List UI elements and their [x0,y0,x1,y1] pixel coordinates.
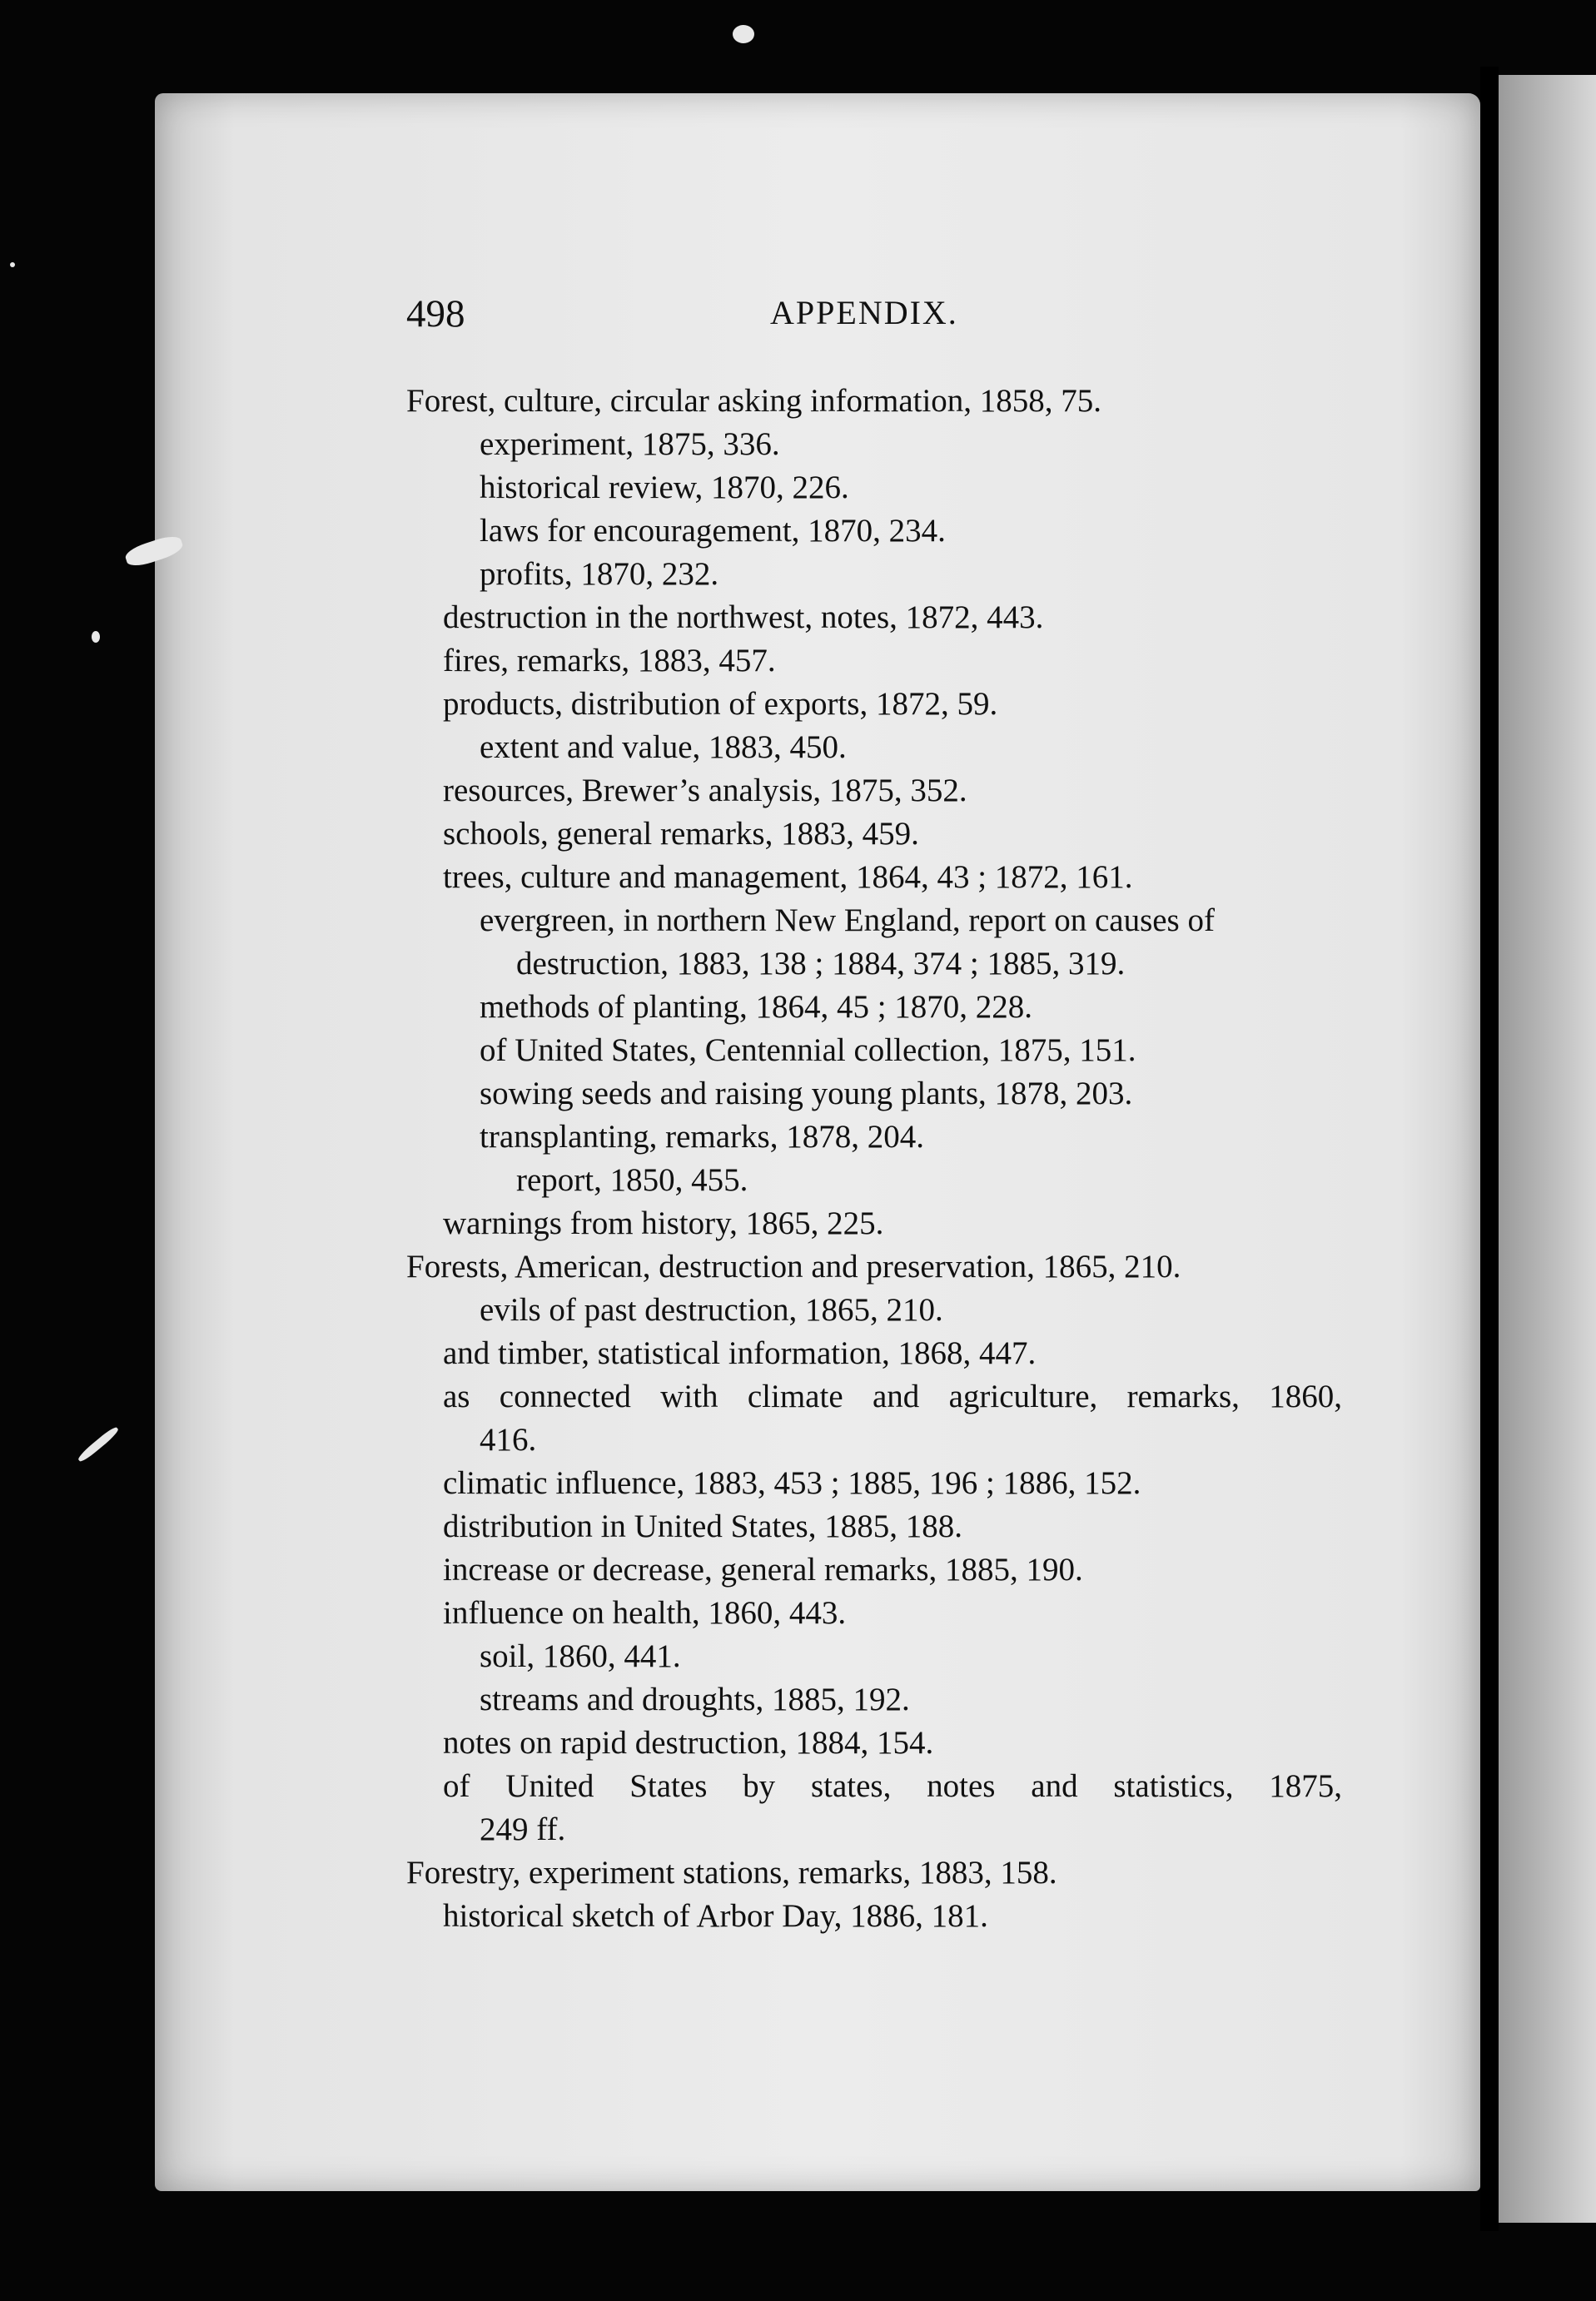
index-entry: report, 1850, 455. [516,1162,748,1198]
dust-speck [77,1425,120,1464]
index-entry: laws for encouragement, 1870, 234. [480,513,946,549]
index-entry: streams and droughts, 1885, 192. [480,1682,910,1717]
index-entry: soil, 1860, 441. [480,1638,681,1674]
dust-speck [733,25,754,43]
index-entry: historical review, 1870, 226. [480,470,849,505]
index-entry: extent and value, 1883, 450. [480,729,847,765]
facing-page-edge [1499,75,1596,2223]
index-entry: schools, general remarks, 1883, 459. [443,816,919,852]
index-entry: Forestry, experiment stations, remarks, 1883, 158. [406,1855,1057,1891]
index-entry: Forests, American, destruction and preservation, 1865, 210. [406,1249,1181,1285]
index-entry: and timber, statistical information, 1868, 447. [443,1335,1037,1371]
index-entry: increase or decrease, general remarks, 1885, 190. [443,1552,1083,1588]
index-entry-continuation: destruction, 1883, 138 ; 1884, 374 ; 1885, 319. [516,946,1126,982]
dust-speck [10,262,15,267]
index-entry: methods of planting, 1864, 45 ; 1870, 228. [480,989,1033,1025]
index-entry-continuation: 416. [480,1422,537,1458]
index-entry-continuation: 249 ff. [480,1811,566,1847]
index-entry: climatic influence, 1883, 453 ; 1885, 196 ; 1886, 152. [443,1465,1141,1501]
index-entry: of United States by states, notes and statistics, 1875, [443,1768,1342,1804]
running-title: APPENDIX. [770,294,958,331]
index-entry: notes on rapid destruction, 1884, 154. [443,1725,934,1761]
page-gutter [1480,67,1499,2231]
index-entries [406,380,1372,1938]
index-entry: profits, 1870, 232. [480,556,719,592]
index-entry: resources, Brewer’s analysis, 1875, 352. [443,773,967,808]
index-entry: distribution in United States, 1885, 188. [443,1508,962,1544]
index-entry: evils of past destruction, 1865, 210. [480,1292,943,1328]
index-entry: sowing seeds and raising young plants, 1878, 203. [480,1076,1133,1111]
index-entry: destruction in the northwest, notes, 1872, 443. [443,599,1044,635]
index-entry: warnings from history, 1865, 225. [443,1205,884,1241]
index-entry: products, distribution of exports, 1872, 59. [443,686,998,722]
dust-speck [92,631,100,643]
page-number: 498 [406,292,465,335]
index-entry: transplanting, remarks, 1878, 204. [480,1119,924,1155]
running-head [400,291,1399,341]
index-entry: Forest, culture, circular asking information, 1858, 75. [406,383,1102,419]
index-entry: as connected with climate and agriculture, remarks, 1860, [443,1379,1342,1414]
index-entry: fires, remarks, 1883, 457. [443,643,776,678]
index-entry: experiment, 1875, 336. [480,426,780,462]
index-entry: evergreen, in northern New England, report on causes of [480,902,1215,938]
index-entry: historical sketch of Arbor Day, 1886, 181. [443,1898,988,1934]
index-entry: influence on health, 1860, 443. [443,1595,847,1631]
index-entry: trees, culture and management, 1864, 43 ; 1872, 161. [443,859,1133,895]
index-entry: of United States, Centennial collection, 1875, 151. [480,1032,1136,1068]
